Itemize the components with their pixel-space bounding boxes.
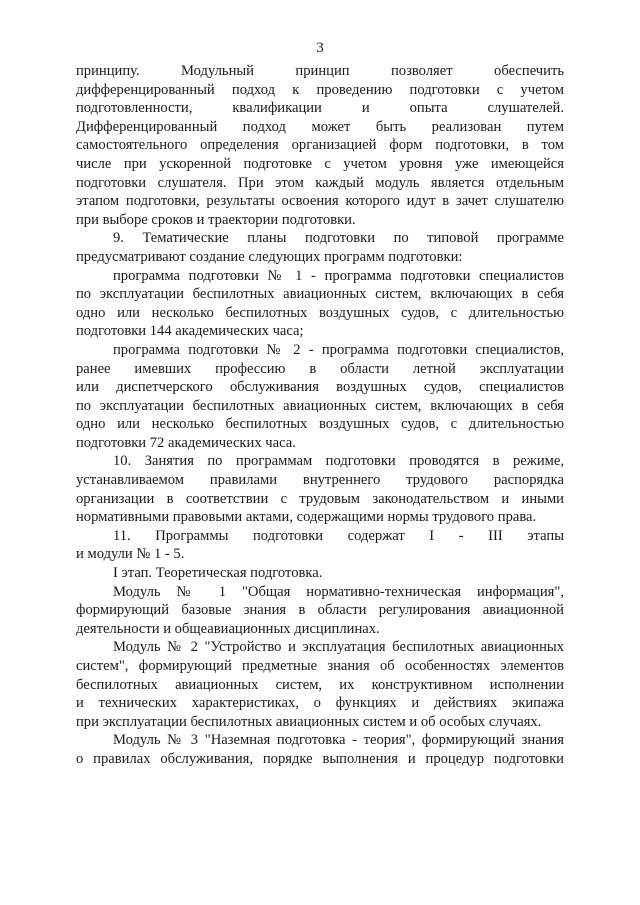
text-line: устанавливаемом правилами внутреннего трудового распорядка (76, 472, 564, 489)
text-line: подготовленности, квалификации и опыта слушателей. (76, 100, 564, 117)
text-line: Дифференцированный подход может быть реализован путем (76, 118, 564, 135)
text-line: или диспетчерского обслуживания воздушных судов, специалистов (76, 379, 564, 396)
text-line: по эксплуатации беспилотных авиационных систем, включающих в себя (76, 397, 564, 414)
text-line: при выборе сроков и траектории подготовки. (76, 211, 356, 228)
text-line: 9. Тематические планы подготовки по типовой программе (113, 230, 564, 247)
text-line: дифференцированный подход к проведению подготовки с учетом (76, 81, 564, 98)
text-line: систем", формирующий предметные знания об особенностях элементов (76, 658, 564, 674)
text-line: и модули № 1 - 5. (76, 546, 185, 563)
text-line: по эксплуатации беспилотных авиационных систем, включающих в себя (76, 286, 564, 303)
document-body (76, 62, 564, 769)
text-line: I этап. Теоретическая подготовка. (113, 565, 323, 582)
text-line: программа подготовки № 2 - программа подготовки специалистов, (113, 341, 564, 358)
text-line: беспилотных авиационных систем, их конструктивном исполнении (76, 676, 564, 693)
text-line: 11. Программы подготовки содержат I - III этапы (113, 527, 564, 544)
text-line: о правилах обслуживания, порядке выполнения и процедур подготовки (76, 750, 564, 767)
text-line: организации в соответствии с трудовым законодательством и иными (76, 490, 564, 507)
page-number: 3 (316, 40, 324, 56)
text-line: нормативными правовыми актами, содержащими нормы трудового права. (76, 509, 537, 526)
text-line: формирующий базовые знания в области регулирования авиационной (76, 602, 564, 619)
text-line: числе при ускоренной подготовке с учетом уровня уже имеющейся (76, 155, 564, 172)
text-line: и технических характеристиках, о функциях и действиях экипажа (76, 695, 564, 712)
text-line: одно или несколько беспилотных воздушных судов, с длительностью (76, 304, 564, 321)
text-line: Модуль № 1 "Общая нормативно-техническая информация", (113, 583, 564, 600)
text-line: самостоятельного определения организацией форм подготовки, в том (76, 137, 564, 154)
text-line: подготовки 72 академических часа. (76, 434, 296, 451)
text-line: предусматривают создание следующих программ подготовки: (76, 248, 463, 265)
text-line: Модуль № 3 "Наземная подготовка - теория", формирующий знания (113, 732, 564, 749)
text-line: 10. Занятия по программам подготовки проводятся в режиме, (113, 453, 564, 470)
text-line: этапом подготовки, результаты освоения которого идут в зачет слушателю (76, 193, 564, 210)
text-line: при эксплуатации беспилотных авиационных систем и об особых случаях. (76, 713, 542, 730)
text-line: принципу. Модульный принцип позволяет обеспечить (76, 63, 564, 79)
text-line: подготовки 144 академических часа; (76, 323, 304, 340)
text-line: одно или несколько беспилотных воздушных судов, с длительностью (76, 416, 564, 433)
text-line: Модуль № 2 "Устройство и эксплуатация беспилотных авиационных (113, 639, 564, 656)
text-line: ранее имевших профессию в области летной эксплуатации (76, 360, 564, 377)
text-line: программа подготовки № 1 - программа подготовки специалистов (113, 267, 564, 284)
text-line: подготовки слушателя. При этом каждый модуль является отдельным (76, 174, 564, 191)
text-line: деятельности и общеавиационных дисциплинах. (76, 620, 380, 637)
